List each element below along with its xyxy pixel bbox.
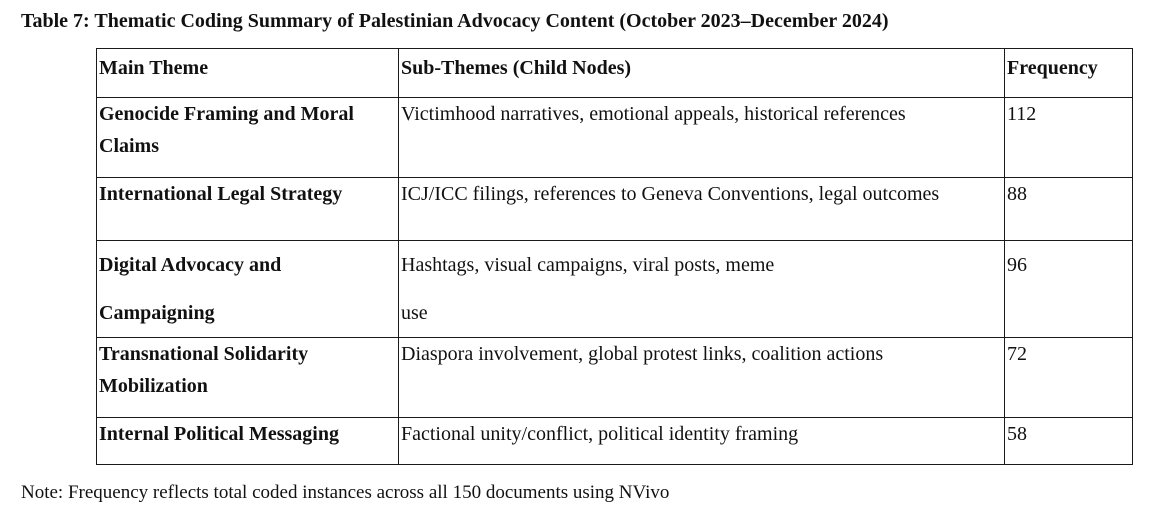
main-theme-cell [97, 241, 399, 338]
main-theme-cell: Genocide Framing and Moral Claims [97, 98, 399, 178]
table-caption: Table 7: Thematic Coding Summary of Palestinian Advocacy Content (October 2023–December 2024) [21, 10, 889, 32]
header-frequency: Frequency [1005, 49, 1133, 98]
main-theme-cell: Transnational Solidarity Mobilization [97, 338, 399, 418]
header-main-theme: Main Theme [97, 49, 399, 98]
frequency-cell: 58 [1005, 418, 1133, 465]
sub-themes-cell [399, 241, 1005, 338]
main-theme-line: Campaigning [99, 302, 215, 324]
sub-themes-line: use [401, 302, 428, 324]
sub-themes-cell: Victimhood narratives, emotional appeals, historical references [399, 98, 1005, 178]
main-theme-line: Digital Advocacy and [99, 254, 282, 276]
frequency-cell: 96 [1005, 241, 1133, 338]
sub-themes-cell: Factional unity/conflict, political identity framing [399, 418, 1005, 465]
table-row [97, 178, 1133, 241]
header-sub-themes: Sub-Themes (Child Nodes) [399, 49, 1005, 98]
table-row [97, 418, 1133, 465]
sub-themes-line: Hashtags, visual campaigns, viral posts, meme [401, 254, 775, 276]
main-theme-cell: International Legal Strategy [97, 178, 399, 241]
frequency-cell: 112 [1005, 98, 1133, 178]
sub-themes-cell: ICJ/ICC filings, references to Geneva Conventions, legal outcomes [399, 178, 1005, 241]
sub-themes-cell: Diaspora involvement, global protest links, coalition actions [399, 338, 1005, 418]
table-row [97, 241, 1133, 338]
main-theme-cell: Internal Political Messaging [97, 418, 399, 465]
table-header-row [97, 49, 1133, 98]
frequency-cell: 88 [1005, 178, 1133, 241]
table-row [97, 338, 1133, 418]
frequency-cell: 72 [1005, 338, 1133, 418]
thematic-coding-table [96, 48, 1133, 465]
table-row [97, 98, 1133, 178]
table-note: Note: Frequency reflects total coded instances across all 150 documents using NVivo [21, 482, 670, 503]
